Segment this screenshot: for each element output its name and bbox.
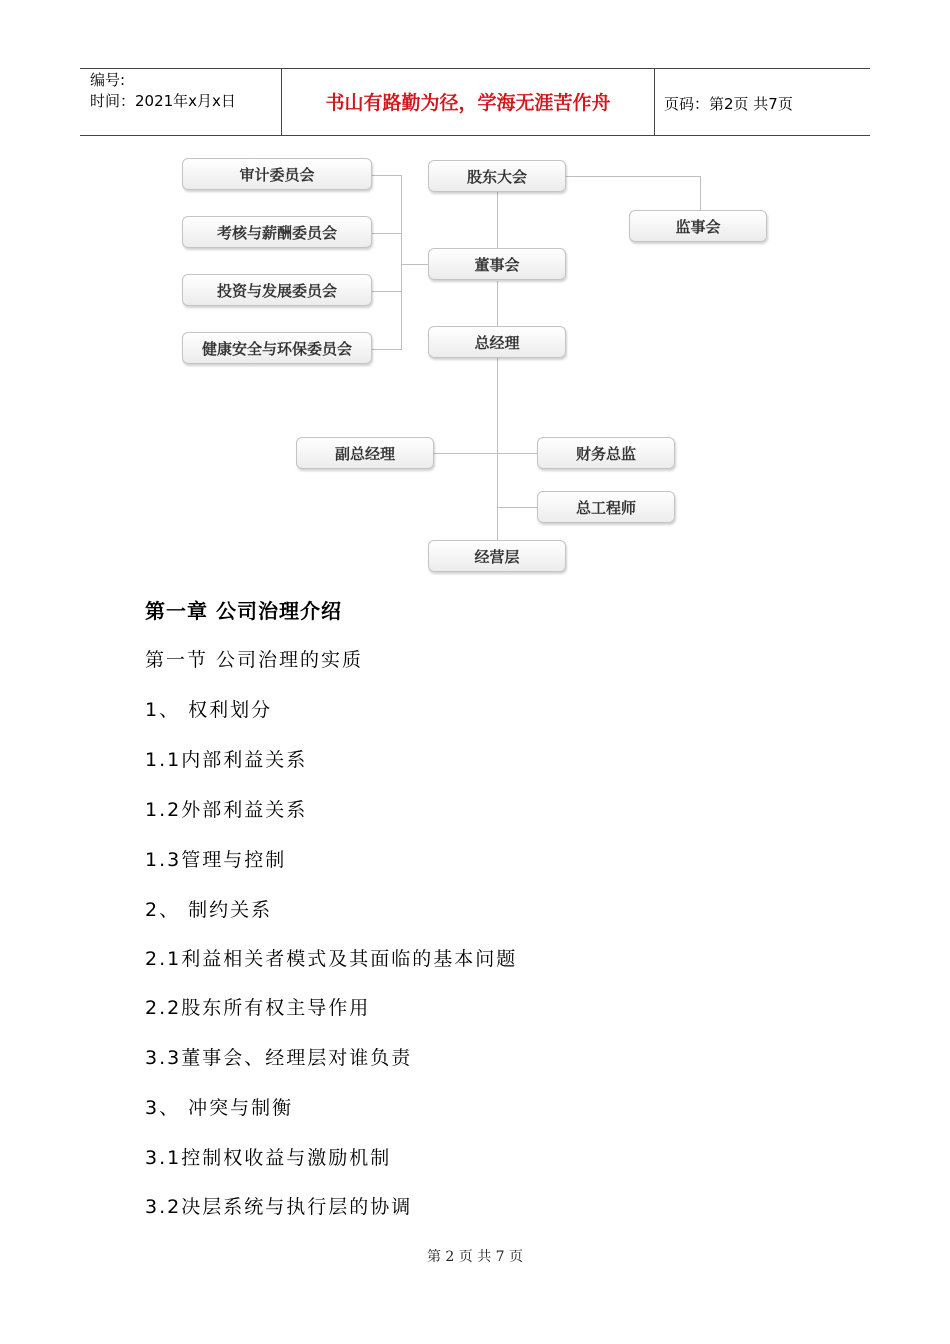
connector (372, 233, 402, 234)
outline-item: 1.1内部利益关系 (145, 749, 308, 771)
outline-item: 1.2外部利益关系 (145, 799, 308, 821)
connector (401, 264, 429, 265)
org-box-general-manager: 总经理 (428, 326, 566, 358)
header-time: 时间：2021年x月x日 (90, 92, 236, 110)
org-box-investment-committee: 投资与发展委员会 (182, 274, 372, 306)
header-bottom-rule (80, 135, 870, 136)
connector (497, 507, 538, 508)
org-box-management: 经营层 (428, 540, 566, 572)
outline-item: 3.2决层系统与执行层的协调 (145, 1196, 413, 1218)
connector (434, 453, 538, 454)
outline-item: 1、 权利划分 (145, 699, 273, 721)
org-box-compensation-committee: 考核与薪酬委员会 (182, 216, 372, 248)
connector (497, 192, 498, 248)
chapter-title: 第一章 公司治理介绍 (145, 599, 342, 623)
connector (372, 291, 402, 292)
connector (372, 349, 402, 350)
header-page-info: 页码：第2页 共7页 (664, 95, 793, 113)
section-title: 第一节 公司治理的实质 (145, 649, 364, 671)
header-meta (90, 70, 236, 112)
outline-item: 2、 制约关系 (145, 899, 273, 921)
header-top-rule (80, 68, 870, 69)
page-footer: 第 2 页 共 7 页 (426, 1249, 524, 1265)
org-box-deputy-gm: 副总经理 (296, 437, 434, 469)
header-motto: 书山有路勤为径，学海无涯苦作舟 (325, 92, 611, 114)
outline-item: 3.1控制权收益与激励机制 (145, 1147, 392, 1169)
connector (700, 176, 701, 210)
org-box-chief-engineer: 总工程师 (537, 491, 675, 523)
org-box-supervisory-board: 监事会 (629, 210, 767, 242)
outline-item: 1.3管理与控制 (145, 849, 287, 871)
header-divider-right (654, 68, 655, 136)
connector (497, 358, 498, 540)
outline-item: 2.2股东所有权主导作用 (145, 997, 371, 1019)
connector (372, 175, 402, 176)
org-box-audit-committee: 审计委员会 (182, 158, 372, 190)
org-box-hse-committee: 健康安全与环保委员会 (182, 332, 372, 364)
outline-item: 3、 冲突与制衡 (145, 1097, 294, 1119)
connector (497, 281, 498, 326)
org-box-cfo: 财务总监 (537, 437, 675, 469)
org-box-board-of-directors: 董事会 (428, 248, 566, 280)
outline-item: 3.3董事会、经理层对谁负责 (145, 1047, 413, 1069)
header-number: 编号: (90, 71, 126, 89)
outline-item: 2.1利益相关者模式及其面临的基本问题 (145, 948, 518, 970)
connector (565, 176, 701, 177)
connector (401, 175, 402, 350)
org-box-shareholders-meeting: 股东大会 (428, 160, 566, 192)
